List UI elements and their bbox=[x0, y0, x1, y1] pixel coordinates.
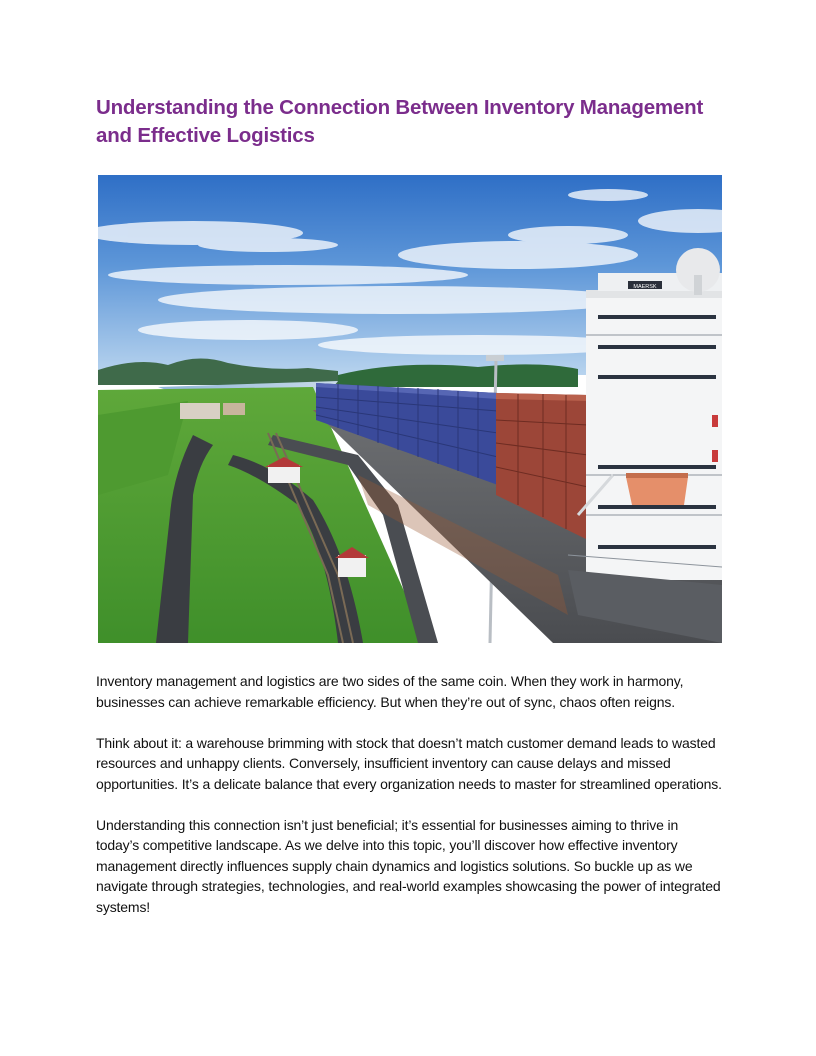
cargo-ship-photo bbox=[98, 175, 722, 643]
article bbox=[96, 94, 724, 917]
article-title: Understanding the Connection Between Inventory Management and Effective Logistics bbox=[96, 96, 704, 147]
ship-name: MAERSK bbox=[633, 284, 657, 290]
paragraph: Inventory management and logistics are two sides of the same coin. When they work in harmony, businesses can achieve remarkable efficiency. But when they’re out of sync, chaos often reigns. bbox=[96, 673, 684, 710]
paragraph: Think about it: a warehouse brimming with stock that doesn’t match customer demand leads to wasted resources and unhappy clients. Conversely, insufficient inventory can cause delays and missed opportunities. It’s a delicate balance that every organization needs to master for streamlined operations. bbox=[96, 734, 722, 792]
paragraph: Understanding this connection isn’t just beneficial; it’s essential for businesses aiming to thrive in today’s competitive landscape. As we delve into this topic, you’ll discover how effective inventory management directly influences supply chain dynamics and logistics solutions. So buckle up as we navigate through strategies, technologies, and real-world examples showcasing the power of integrated systems! bbox=[96, 816, 721, 915]
ship-bridge bbox=[568, 248, 722, 580]
